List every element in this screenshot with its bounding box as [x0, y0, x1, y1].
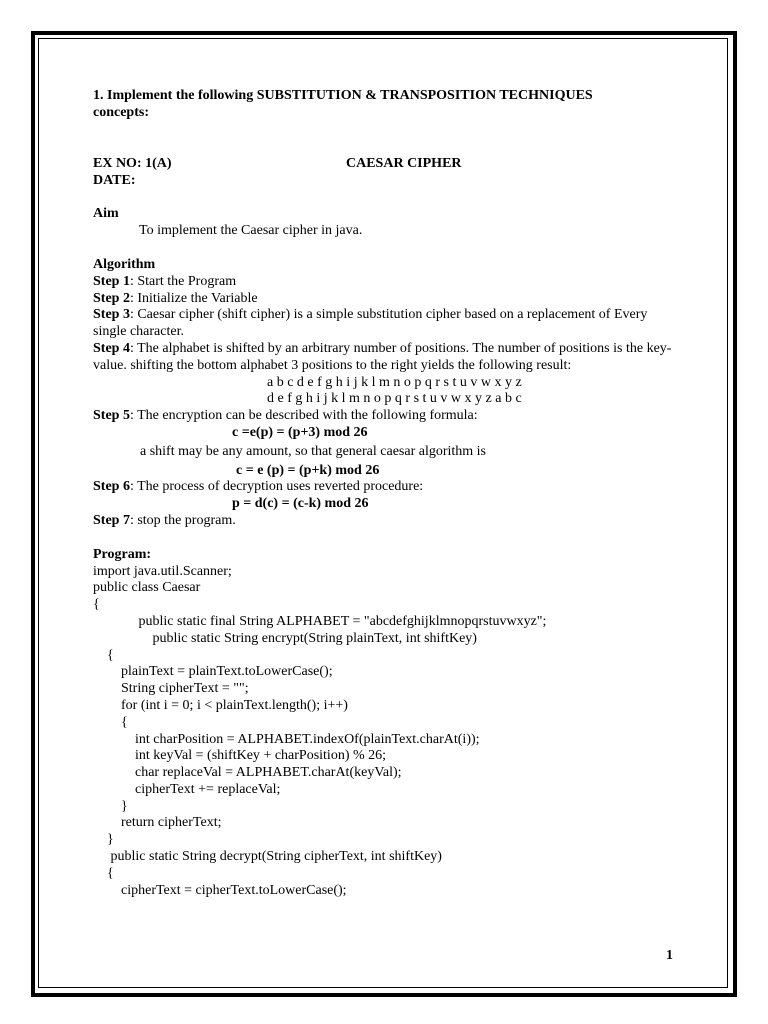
step-label: Step 3 [93, 307, 130, 323]
code-line: { [93, 597, 100, 613]
aim-text: To implement the Caesar cipher in java. [139, 223, 363, 239]
code-line: String cipherText = ""; [93, 681, 249, 697]
exercise-number: EX NO: 1(A) [93, 155, 172, 171]
code-line: import java.util.Scanner; [93, 563, 232, 579]
page-number: 1 [666, 948, 673, 963]
code-line: public static String encrypt(String plainText, int shiftKey) [93, 630, 477, 646]
step-1 [93, 274, 673, 291]
step-label: Step 1 [93, 273, 130, 289]
code-line: { [93, 647, 114, 663]
step-text: : The process of decryption uses reverted procedure: [129, 479, 424, 495]
code-line: public static String decrypt(String cipherText, int shiftKey) [93, 849, 442, 865]
step-label: Step 5 [93, 408, 130, 424]
step-text: : Initialize the Variable [129, 290, 258, 306]
document-content [93, 88, 673, 899]
step-text: : Caesar cipher (shift cipher) is a simple substitution cipher based on a replacement of Every single character. [93, 307, 648, 340]
code-line: return cipherText; [93, 815, 222, 831]
date-label: DATE: [93, 172, 136, 188]
formula-general: c = e (p) = (p+k) mod 26 [236, 462, 380, 478]
code-line: cipherText += replaceVal; [93, 781, 281, 797]
aim-heading: Aim [93, 206, 119, 222]
code-line: public class Caesar [93, 580, 201, 596]
formula-decrypt: p = d(c) = (c-k) mod 26 [232, 496, 369, 512]
code-line: public static final String ALPHABET = "abcdefghijklmnopqrstuvwxyz"; [93, 613, 547, 629]
step-4 [93, 341, 673, 375]
title-line-2: concepts: [93, 104, 149, 120]
alphabet-plain: a b c d e f g h i j k l m n o p q r s t u v w x y z [267, 374, 522, 390]
title-line-1: 1. Implement the following SUBSTITUTION & TRANSPOSITION TECHNIQUES [93, 88, 593, 103]
step-text: : The alphabet is shifted by an arbitrary number of positions. The number of positions is the key-value. shifting the bottom alphabet 3 positions to the right yields the following result: [93, 340, 672, 373]
code-line: { [93, 714, 128, 730]
code-line: for (int i = 0; i < plainText.length(); i++) [93, 697, 348, 713]
step-5 [93, 408, 673, 425]
code-block [93, 564, 673, 900]
code-line: } [93, 832, 114, 848]
step-label: Step 2 [93, 290, 130, 306]
step-label: Step 6 [93, 479, 130, 495]
step-label: Step 4 [93, 340, 130, 356]
shift-note: a shift may be any amount, so that general caesar algorithm is [140, 443, 487, 459]
exercise-title: CAESAR CIPHER [346, 155, 462, 171]
step-7 [93, 513, 673, 530]
step-3 [93, 307, 673, 341]
step-text: : Start the Program [129, 273, 237, 289]
step-2 [93, 291, 673, 308]
step-text: : The encryption can be described with the following formula: [129, 408, 478, 424]
code-line: int keyVal = (shiftKey + charPosition) % 26; [93, 748, 387, 764]
code-line: cipherText = cipherText.toLowerCase(); [93, 882, 347, 898]
alphabet-shifted: d e f g h i j k l m n o p q r s t u v w x y z a b c [267, 391, 522, 407]
program-heading: Program: [93, 546, 152, 562]
formula-encrypt: c =e(p) = (p+3) mod 26 [232, 424, 368, 440]
step-text: : stop the program. [129, 512, 236, 528]
code-line: int charPosition = ALPHABET.indexOf(plainText.charAt(i)); [93, 731, 480, 747]
code-line: { [93, 865, 114, 881]
code-line: } [93, 798, 128, 814]
exercise-header [93, 156, 673, 173]
code-line: char replaceVal = ALPHABET.charAt(keyVal); [93, 765, 402, 781]
algorithm-heading: Algorithm [93, 256, 156, 272]
code-line: plainText = plainText.toLowerCase(); [93, 664, 333, 680]
step-6 [93, 479, 673, 496]
step-label: Step 7 [93, 512, 130, 528]
